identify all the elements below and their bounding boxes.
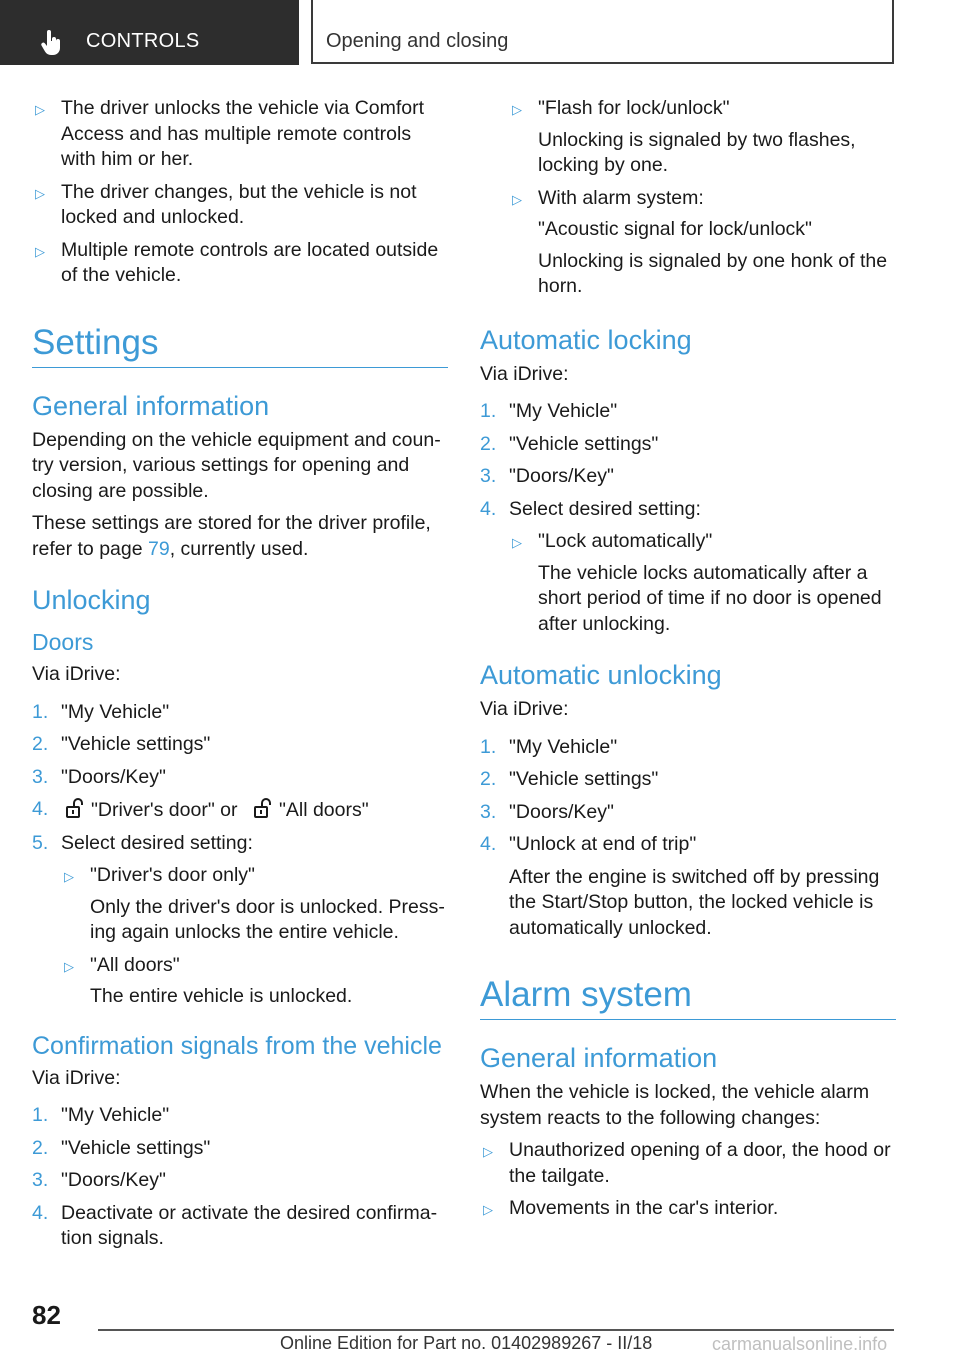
list-item: 1. "My Vehicle" [32,700,170,723]
list-item: ▷ Unauthorized opening of a door, the hood or the tailgate. [483,1139,891,1187]
bullet-marker: ▷ [35,185,45,201]
autolock-steps [480,399,896,637]
footer-divider [98,1329,894,1331]
list-item: ▷ "Lock automatically" The vehicle locks automatically after a short period of time if no door is opened after unlocking. [512,530,882,635]
list-item: 4. Deactivate or activate the desired confirmation signals. [32,1201,438,1249]
chapter-title: Opening and closing [326,30,509,52]
heading-general-information: General information [480,1043,718,1073]
list-item: ▷ The driver unlocks the vehicle via Comfort Access and has multiple remote controls with him or her. [35,97,425,170]
section-tab [0,0,299,65]
list-item: ▷ "Driver's door only" Only the driver's door is unlocked. Pressing again unlocks the entire vehicle. [64,864,445,943]
heading-automatic-locking: Automatic locking [480,324,692,355]
list-item: 4. "Driver's door" or "All doors" [32,798,369,821]
paragraph: These settings are stored for the driver profile, refer to page 79, currently used. [32,512,431,560]
list-item: 3. "Doors/Key" [32,765,166,788]
paragraph: When the vehicle is locked, the vehicle alarm system reacts to the following changes: [480,1081,870,1129]
doors-steps [32,700,448,1010]
list-item: 2. "Vehicle settings" [32,733,211,755]
list-item: ▷ Movements in the car's interior. [480,1196,896,1222]
heading-general-information: General information [32,390,270,421]
unlock-padlock-icon [251,797,273,819]
heading-alarm-system: Alarm system [480,975,896,1020]
via-idrive: Via iDrive: [480,698,569,720]
list-item: 3. "Doors/Key" [32,1169,166,1191]
list-item: 2. "Vehicle settings" [480,768,659,790]
list-item: 2. "Vehicle settings" [480,432,659,455]
list-item: 3. "Doors/Key" [480,465,614,487]
continued-options [480,96,896,300]
unlock-padlock-icon [63,797,85,819]
page-number: 82 [32,1300,61,1330]
bullet-marker: ▷ [64,958,74,974]
hand-pointer-icon [38,28,66,56]
list-item: 4. "Unlock at end of trip" After the engine is switched off by pressing the Start/Stop button, the locked vehicle is automatically unlocked. [480,833,880,939]
autounlock-steps [480,735,896,942]
section-title: CONTROLS [86,30,200,52]
list-item: ▷ Multiple remote controls are located outside of the vehicle. [35,238,439,286]
list-item: 3. "Doors/Key" [480,800,614,823]
confirm-steps [32,1103,448,1252]
bullet-marker: ▷ [512,102,522,117]
heading-automatic-unlocking: Automatic unlocking [480,660,722,690]
list-item: 1. "My Vehicle" [32,1104,170,1126]
list-item: 4. Select desired setting: ▷ "Lock automatically" The vehicle locks automatically after a short period of time if no door is opened after unlocking. [480,497,896,638]
list-item: 1. "My Vehicle" [480,735,618,758]
list-item: 2. "Vehicle settings" [32,1136,211,1159]
list-item: ▷ "Flash for lock/unlock" Unlocking is signaled by two flashes, locking by one. [512,97,856,176]
via-idrive: Via iDrive: [32,663,121,685]
chapter-tab [311,0,894,64]
edition-note: Online Edition for Part no. 01402989267 - II/18 [280,1333,653,1353]
heading-unlocking: Unlocking [32,585,151,615]
heading-doors: Doors [32,629,94,655]
heading-settings: Settings [32,323,448,368]
bullet-marker: ▷ [512,535,522,550]
list-item: ▷ The driver changes, but the vehicle is not locked and unlocked. [35,180,417,228]
bullet-marker: ▷ [35,243,45,259]
paragraph: Depending on the vehicle equipment and country version, various settings for opening and closing are possible. [32,428,441,502]
bullet-marker: ▷ [483,1202,493,1217]
page-header [0,0,960,66]
bullet-marker: ▷ [35,102,45,117]
list-item: 1. "My Vehicle" [480,400,618,422]
bullet-marker: ▷ [483,1144,493,1159]
left-column [32,96,448,1259]
watermark: carmanualsonline.info [712,1334,888,1354]
bullet-marker: ▷ [64,869,74,884]
page-reference-link[interactable]: 79 [148,537,170,560]
via-idrive: Via iDrive: [480,362,569,385]
right-column [480,96,896,1229]
via-idrive: Via iDrive: [32,1066,121,1089]
heading-confirmation-signals: Confirmation signals from the vehicle [32,1031,442,1060]
list-item: 5. Select desired setting: ▷ "Driver's door only" Only the driver's door is unlocked. Pressing again unlocks the entire vehicle. ▷ "All doors" The entire vehicle is unlocked. [32,831,448,1010]
list-item: ▷ With alarm system: "Acoustic signal for lock/unlock" Unlocking is signaled by one honk of the horn. [512,186,888,297]
list-item: ▷ "All doors" The entire vehicle is unlocked. [64,953,353,1007]
bullet-marker: ▷ [512,191,522,207]
